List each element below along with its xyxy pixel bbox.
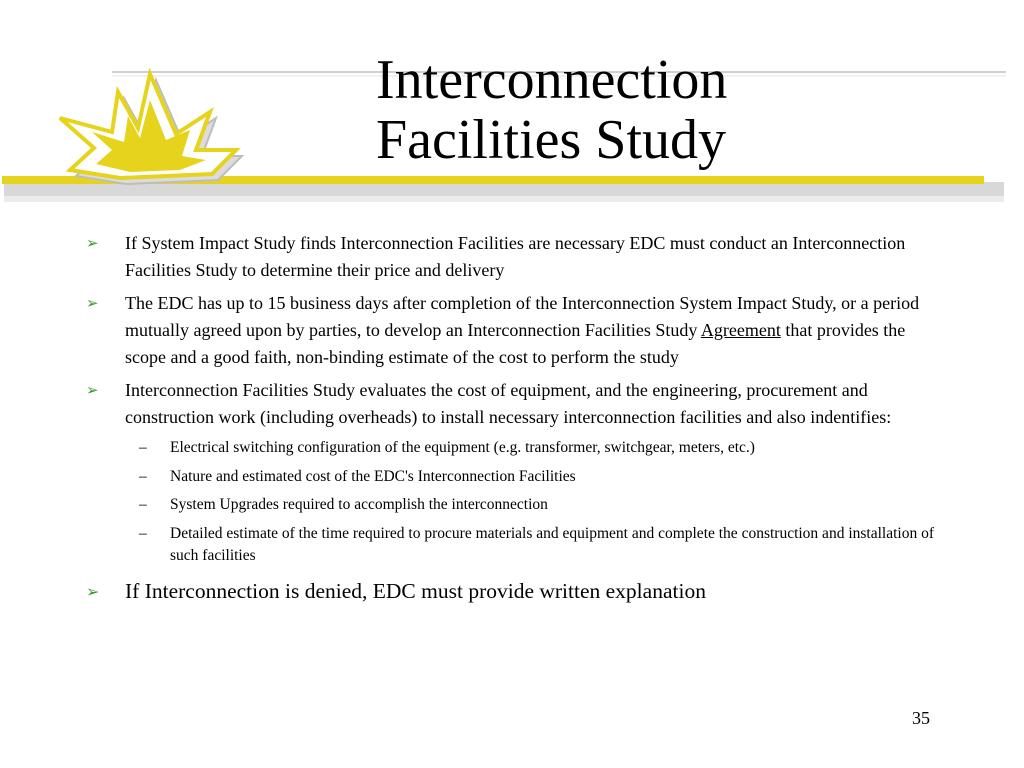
arrow-bullet-icon: ➢: [86, 381, 99, 399]
agreement-link[interactable]: Agreement: [700, 320, 781, 340]
sub-bullet-item: [133, 437, 946, 460]
dash-bullet-icon: –: [139, 524, 147, 542]
sub-bullet-text: Detailed estimate of the time required to procure materials and equipment and complete the construction and installation of such facilities: [170, 524, 934, 564]
sub-bullet-item: [133, 494, 946, 517]
arrow-bullet-icon: ➢: [86, 294, 99, 312]
arrow-bullet-icon: ➢: [86, 581, 100, 601]
bullet-list: [86, 230, 946, 613]
sub-bullet-text: Nature and estimated cost of the EDC's Interconnection Facilities: [170, 467, 576, 485]
bullet-item: [86, 230, 946, 284]
bullet-text: The EDC has up to 15 business days after completion of the Interconnection System Impact Study, or a period mutually agreed upon by parties, to develop an Interconnection Facilities Study: [125, 293, 920, 340]
bullet-text: Interconnection Facilities Study evaluates the cost of equipment, and the engineering, procurement and construction work (including overheads) to install necessary interconnection facilities and also indentifies:: [125, 380, 892, 427]
bullet-text: If System Impact Study finds Interconnection Facilities are necessary EDC must conduct an Interconnection Facilities Study to determine their price and delivery: [125, 233, 906, 280]
arrow-bullet-icon: ➢: [86, 234, 99, 252]
sub-bullet-item: [133, 523, 946, 568]
sub-bullet-list: [133, 437, 946, 568]
page-number: 35: [912, 708, 930, 728]
title-line-1: Interconnection: [376, 49, 728, 111]
dash-bullet-icon: –: [139, 496, 147, 513]
slide-title: [376, 50, 996, 170]
sub-bullet-text: System Upgrades required to accomplish the interconnection: [170, 496, 548, 513]
bullet-item: [86, 576, 946, 607]
sub-bullet-item: [133, 466, 946, 489]
starburst-icon: [60, 74, 242, 184]
title-line-2: Facilities Study: [376, 109, 726, 171]
dash-bullet-icon: –: [139, 467, 147, 485]
bullet-item: [86, 377, 946, 431]
bullet-text: If Interconnection is denied, EDC must provide written explanation: [125, 578, 706, 603]
sub-bullet-text: Electrical switching configuration of the equipment (e.g. transformer, switchgear, meters, etc.): [170, 439, 755, 456]
bullet-text: that provides the scope and a good faith, non-binding estimate of the cost to perform the study: [125, 320, 906, 367]
dash-bullet-icon: –: [139, 439, 147, 456]
bullet-item: [86, 290, 946, 371]
